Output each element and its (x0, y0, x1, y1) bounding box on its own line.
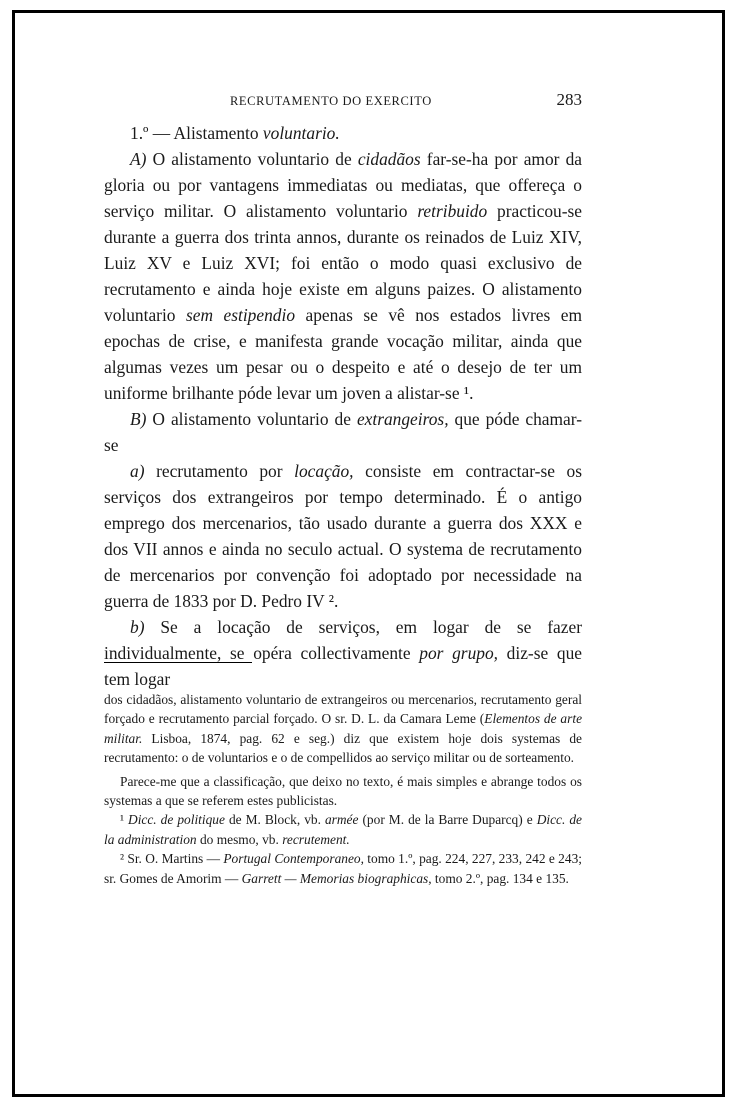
footnote-marker: ² (120, 851, 128, 867)
footnote-separator (104, 662, 252, 663)
text-run: diz-se que tem logar (104, 643, 582, 689)
text-run: , tomo 2.º, pag. 134 e 135. (428, 870, 569, 886)
note-continuation (104, 690, 582, 768)
page-number: 283 (556, 90, 582, 109)
text-run: O alistamento voluntario de (152, 409, 357, 429)
text-run: consiste em contractar-se os serviços dos extrangeiros por tempo determinado. É o antigo emprego dos mercenarios, tão usado durante a guerra dos XXX e dos VII annos e ainda no seculo actual. O systema de recrutamento de mercenarios por convenção foi adoptado por necessidade na guerra de 1833 por D. Pedro IV ². (104, 461, 582, 611)
italic-run: Garrett — Memorias biographicas (241, 870, 429, 886)
paragraph-b-upper (104, 406, 582, 458)
paragraph-a-upper (104, 146, 582, 406)
text-run: dos cidadãos, alistamento voluntario de extrangeiros ou mercenarios, recrutamento geral forçado e recrutamento parcial forçado. O sr. D. L. da Camara Leme ( (104, 692, 582, 727)
paragraph-label: a) (130, 461, 157, 481)
text-run: do mesmo, vb. (196, 831, 283, 847)
text-run: de M. Block, vb. (224, 812, 325, 828)
section-heading (104, 120, 582, 146)
italic-run: Portugal Contemporaneo (223, 851, 361, 867)
italic-run: sem estipendio (185, 305, 296, 325)
italic-run: extrangeiros, (356, 409, 449, 429)
paragraph-a-lower (104, 458, 582, 614)
italic-run: por grupo, (419, 643, 498, 663)
running-title: RECRUTAMENTO DO EXERCITO (230, 94, 432, 108)
italic-run: armée (324, 812, 359, 828)
paragraph-label: B) (130, 409, 153, 429)
footnote-marker: ¹ (120, 812, 129, 828)
note-paragraph: Parece-me que a classificação, que deixo no texto, é mais simples e abrange todos os systemas a que se referem estes publicistas. (104, 773, 582, 809)
italic-run: retribuido (417, 201, 488, 221)
text-run: practicou-se durante a guerra dos trinta annos, durante os reinados de Luiz XIV, Luiz XV e Luiz XVI; foi então o modo quasi exclusivo de recrutamento e ainda hoje existe em alguns paizes. O alistamento voluntario (104, 201, 583, 325)
italic-run: Dicc. de la administration (104, 812, 582, 847)
main-text (104, 120, 582, 692)
footnote-2 (104, 849, 582, 888)
paragraph-label: A) (130, 149, 153, 169)
italic-run: recrutement. (282, 831, 350, 847)
paragraph-label: b) (130, 617, 161, 637)
text-run: far-se-ha por amor da gloria ou por vantagens immediatas ou mediatas, que offereça o serviço militar. O alistamento voluntario (104, 149, 583, 221)
footnotes (104, 690, 582, 888)
text-run: O alistamento voluntario de (152, 149, 358, 169)
text-run: apenas se vê nos estados livres em epochas de crise, e manifesta grande vocação militar, ainda que algumas vezes um pesar ou o despeito e até o desejo de ter um uniforme brilhante póde levar um joven a alistar-se ¹. (104, 305, 582, 403)
text-run: (por M. de la Barre Duparcq) e (358, 812, 537, 828)
italic-run: Dicc. de politique (128, 812, 225, 828)
section-title: voluntario. (262, 123, 340, 143)
page-header (104, 92, 582, 114)
footnote-1 (104, 810, 582, 849)
text-run: Se a locação de serviços, em logar de se fazer individualmente, se opéra collectivamente (104, 617, 583, 663)
paragraph-b-lower (104, 614, 582, 692)
text-run: Lisboa, 1874, pag. 62 e seg.) diz que existem hoje dois systemas de recrutamento: o de voluntarios e o de compellidos ao serviço militar ou de sorteamento. (104, 730, 582, 766)
italic-run: Elementos de arte militar. (104, 711, 583, 746)
text-run: que póde chamar-se (104, 409, 583, 455)
text-run: Sr. O. Martins — (127, 851, 224, 867)
italic-run: locação, (294, 461, 354, 481)
text-run: , tomo 1.º, pag. 224, 227, 233, 242 e 243; sr. Gomes de Amorim — (104, 851, 582, 886)
italic-run: cidadãos (357, 149, 421, 169)
section-number: 1.º — Alistamento (130, 123, 263, 143)
text-run: recrutamento por (156, 461, 295, 481)
